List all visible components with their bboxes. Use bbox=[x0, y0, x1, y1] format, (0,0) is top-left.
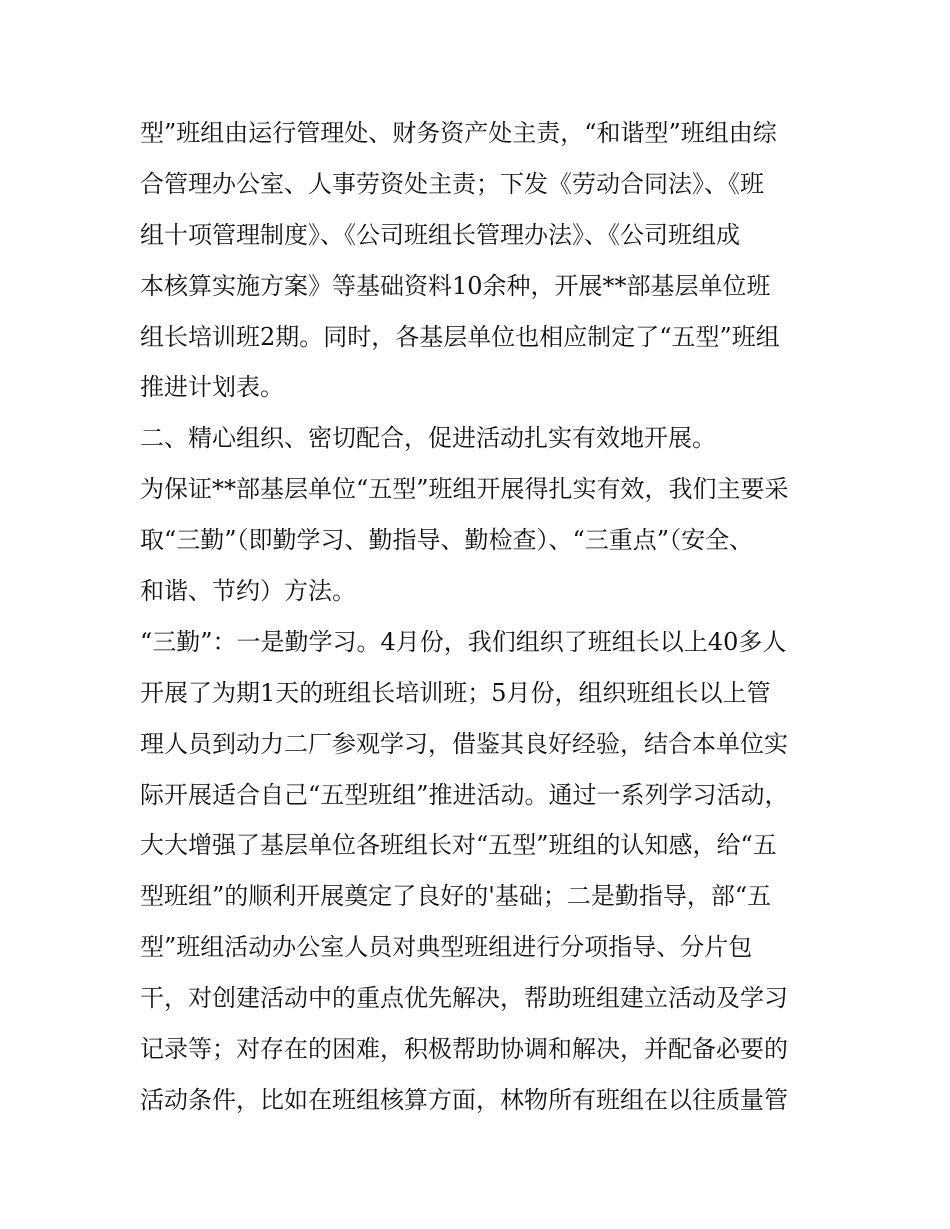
text-line: 理人员到动力二厂参观学习，借鉴其良好经验，结合本单位实 bbox=[140, 729, 788, 758]
body-text bbox=[140, 108, 820, 1126]
text-line: 型班组”的顺利开展奠定了良好的'基础；二是勤指导，部“五 bbox=[140, 882, 772, 911]
text-line: 记录等；对存在的困难，积极帮助协调和解决，并配备必要的 bbox=[140, 1035, 788, 1064]
text-line: “三勤”：一是勤学习。4月份，我们组织了班组长以上40多人 bbox=[140, 627, 787, 656]
text-line: 取“三勤”（即勤学习、勤指导、勤检查）、“三重点”（安全、 bbox=[140, 526, 754, 555]
text-line: 型”班组由运行管理处、财务资产处主责，“和谐型”班组由综 bbox=[140, 119, 777, 147]
text-line: 际开展适合自己“五型班组”推进活动。通过一系列学习活动， bbox=[140, 780, 789, 809]
text-line: 大大增强了基层单位各班组长对“五型”班组的认知感，给“五 bbox=[140, 831, 777, 860]
text-line: 和谐、节约）方法。 bbox=[140, 577, 356, 606]
text-line: 本核算实施方案》等基础资料10余种，开展**部基层单位班 bbox=[140, 271, 771, 300]
text-line: 活动条件，比如在班组核算方面，林物所有班组在以往质量管 bbox=[140, 1085, 788, 1114]
text-line: 组长培训班2期。同时，各基层单位也相应制定了“五型”班组 bbox=[140, 322, 780, 351]
text-line: 型”班组活动办公室人员对典型班组进行分项指导、分片包 bbox=[140, 933, 753, 962]
text-line: 为保证**部基层单位“五型”班组开展得扎实有效，我们主要采 bbox=[140, 475, 789, 504]
text-line: 合管理办公室、人事劳资处主责；下发《劳动合同法》、《班 bbox=[140, 169, 764, 198]
text-line: 推进计划表。 bbox=[140, 373, 284, 402]
text-line: 开展了为期1天的班组长培训班；5月份，组织班组长以上管 bbox=[140, 678, 771, 707]
text-line: 干，对创建活动中的重点优先解决，帮助班组建立活动及学习 bbox=[140, 984, 788, 1013]
section-heading: 二、精心组织、密切配合，促进活动扎实有效地开展。 bbox=[140, 424, 716, 453]
text-line: 组十项管理制度》、《公司班组长管理办法》、《公司班组成 bbox=[140, 220, 740, 249]
